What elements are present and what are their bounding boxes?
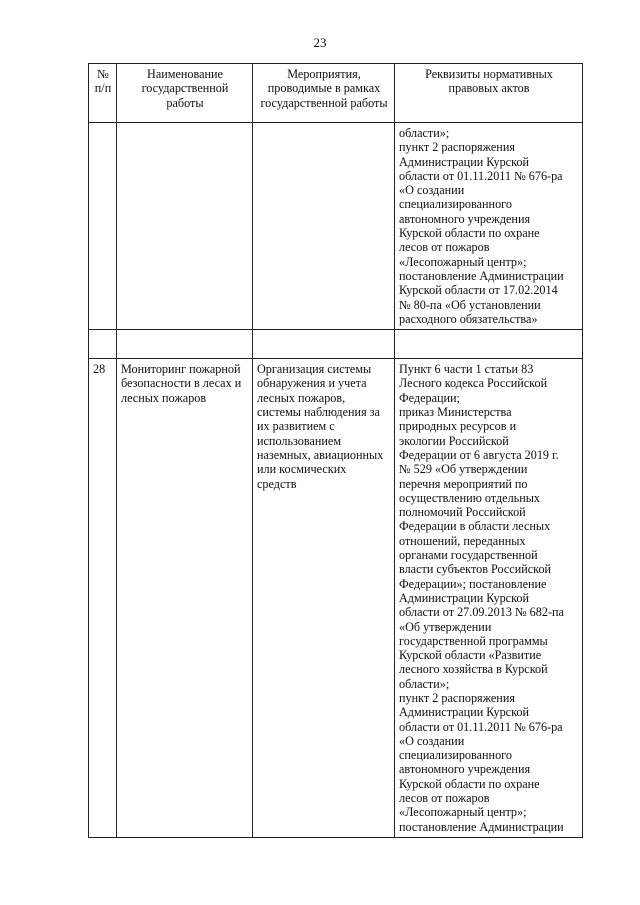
text-line: Курской области по охране — [399, 226, 540, 241]
header-number — [89, 64, 117, 123]
text-line: перечня мероприятий по — [399, 476, 528, 491]
text-line: Организация системы — [257, 362, 372, 377]
text-line: осуществлению отдельных — [399, 490, 541, 505]
header-measures-text — [257, 67, 391, 110]
text-line: Администрации Курской — [399, 705, 530, 720]
text-line: Федерации; — [399, 390, 460, 405]
header-measures — [253, 64, 395, 123]
text-line: Федерации в области лесных — [399, 519, 551, 534]
page-number: 23 — [313, 35, 327, 50]
text-line: постановление Администрации — [399, 819, 564, 834]
text-line: или космических — [257, 462, 347, 477]
text-line: автономного учреждения — [399, 211, 531, 226]
header-legal-acts-text — [399, 67, 579, 96]
table-row — [89, 359, 583, 838]
cell-measures — [253, 359, 395, 838]
text-line: «О создании — [399, 183, 465, 198]
text-line: Администрации Курской — [399, 154, 530, 169]
table-header-row — [89, 64, 583, 123]
text-line: Пункт 6 части 1 статьи 83 — [399, 362, 534, 377]
text-line: наземных, авиационных — [257, 447, 384, 462]
header-work-name — [117, 64, 253, 123]
text-line: органами государственной — [399, 548, 538, 563]
text-line: полномочий Российской — [399, 505, 526, 520]
text-line: государственной программы — [399, 633, 548, 648]
text-line: постановление Администрации — [399, 268, 564, 283]
legal-acts-text — [399, 362, 579, 834]
gap-cell — [89, 330, 117, 359]
text-line: Курской области «Развитие — [399, 648, 542, 663]
text-line: расходного обязательства» — [399, 311, 538, 326]
text-line: безопасности в лесах и — [121, 376, 242, 391]
text-line: пункт 2 распоряжения — [399, 690, 515, 705]
gap-cell — [395, 330, 583, 359]
text-line: лесов от пожаров — [399, 791, 490, 806]
text-line: проводимые в рамках — [267, 81, 381, 96]
text-line: № — [97, 67, 109, 81]
legal-acts-text — [399, 126, 579, 326]
text-line: пункт 2 распоряжения — [399, 140, 515, 155]
text-line: № 80-па «Об установлении — [399, 297, 541, 312]
cell-measures — [253, 123, 395, 330]
header-work-name-text — [121, 67, 249, 110]
text-line: области»; — [399, 126, 450, 140]
text-line: лесного хозяйства в Курской — [399, 662, 548, 677]
text-line: п/п — [94, 81, 112, 96]
text-line: № 529 «Об утверждении — [399, 462, 528, 477]
cell-number — [89, 123, 117, 330]
text-line: Федерации»; постановление — [399, 576, 547, 591]
text-line: лесных пожаров, — [257, 390, 346, 405]
text-line: специализированного — [399, 748, 512, 763]
text-line: Курской области от 17.02.2014 — [399, 283, 558, 298]
text-line: области от 27.09.2013 № 682-па — [399, 605, 564, 620]
text-line: средств — [257, 476, 297, 491]
text-line: «Лесопожарный центр»; — [399, 254, 527, 269]
text-line: использованием — [257, 433, 342, 448]
cell-legal-acts — [395, 123, 583, 330]
text-line: Курской области по охране — [399, 776, 540, 791]
table-row — [89, 123, 583, 330]
gap-cell — [117, 330, 253, 359]
text-line: лесных пожаров — [121, 390, 207, 405]
text-line: «Об утверждении — [399, 619, 492, 634]
text-line: автономного учреждения — [399, 762, 531, 777]
cell-legal-acts — [395, 359, 583, 838]
text-line: приказ Министерства — [399, 405, 512, 420]
text-line: власти субъектов Российской — [399, 562, 552, 577]
header-legal-acts — [395, 64, 583, 123]
text-line: Администрации Курской — [399, 590, 530, 605]
text-line: отношений, переданных — [399, 533, 526, 548]
text-line: Наименование — [147, 67, 223, 81]
text-line: области от 01.11.2011 № 676-ра — [399, 168, 563, 183]
text-line: лесов от пожаров — [399, 240, 490, 255]
regulations-table — [88, 63, 583, 838]
measures-text — [257, 362, 391, 491]
text-line: «Лесопожарный центр»; — [399, 805, 527, 820]
header-number-text — [93, 67, 113, 96]
text-line: правовых актов — [448, 81, 530, 96]
text-line: государственной работы — [260, 95, 388, 110]
text-line: Федерации от 6 августа 2019 г. — [399, 447, 559, 462]
text-line: Мероприятия, — [287, 67, 361, 81]
gap-cell — [253, 330, 395, 359]
text-line: работы — [166, 95, 204, 110]
text-line: экологии Российской — [399, 433, 509, 448]
text-line: «О создании — [399, 733, 465, 748]
text-line: государственной — [141, 81, 229, 96]
cell-number — [89, 359, 117, 838]
text-line: обнаружения и учета — [257, 376, 367, 391]
text-line: системы наблюдения за — [257, 405, 380, 420]
row-gap — [89, 330, 583, 359]
text-line: Лесного кодекса Российской — [399, 376, 548, 391]
text-line: Мониторинг пожарной — [121, 362, 241, 377]
cell-work-name — [117, 359, 253, 838]
cell-work-name — [117, 123, 253, 330]
text-line: природных ресурсов и — [399, 419, 517, 434]
text-line: Реквизиты нормативных — [425, 67, 553, 81]
text-line: области»; — [399, 676, 450, 691]
row-number: 28 — [93, 362, 106, 377]
text-line: их развитием с — [257, 419, 335, 434]
work-name-text — [121, 362, 249, 405]
text-line: специализированного — [399, 197, 512, 212]
text-line: области от 01.11.2011 № 676-ра — [399, 719, 563, 734]
